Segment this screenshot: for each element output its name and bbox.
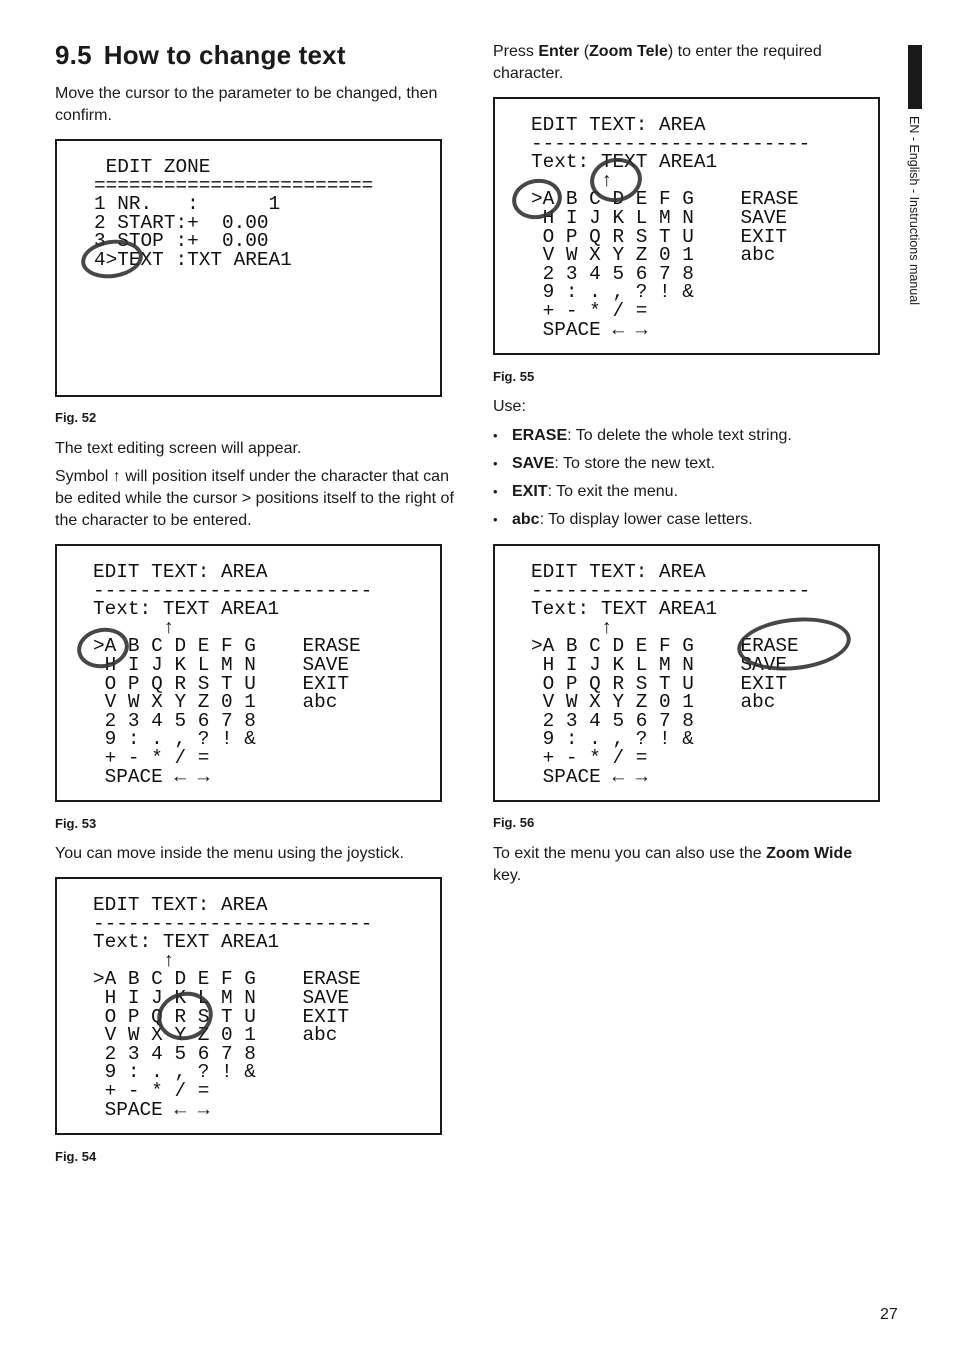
option-description: : To exit the menu. xyxy=(547,483,679,500)
page-number: 27 xyxy=(880,1306,898,1323)
list-item xyxy=(493,506,873,534)
key-zoom-tele: Zoom Tele xyxy=(589,43,668,60)
figure-56-caption: Fig. 56 xyxy=(493,815,535,830)
figure-55-screen xyxy=(493,97,880,355)
figure-53-caption: Fig. 53 xyxy=(55,816,97,831)
text-run: Press xyxy=(493,43,539,60)
intro-paragraph: Move the cursor to the parameter to be changed, then confirm. xyxy=(55,85,438,124)
osd-screen-text: EDIT TEXT: AREA ------------------------ Text: TEXT AREA1 ↑ >A B C D E F G ERASE H I J K L M N SAVE O P Q R S T U EXIT V W X Y Z 0 1 abc 2 3 4 5 6 7 8 9 : . , ? ! & + - * / = SPACE ← → xyxy=(531,561,811,788)
key-enter: Enter xyxy=(538,43,580,60)
option-key: EXIT xyxy=(512,483,548,500)
option-key: ERASE xyxy=(512,427,568,444)
osd-screen-text: EDIT TEXT: AREA ------------------------ Text: TEXT AREA1 ↑ >A B C D E F G ERASE H I J K L M N SAVE O P Q R S T U EXIT V W X Y Z 0 1 abc 2 3 4 5 6 7 8 9 : . , ? ! & + - * / = SPACE ← → xyxy=(93,894,373,1121)
key-zoom-wide: Zoom Wide xyxy=(766,845,853,862)
paragraph-screen-appears: The text editing screen will appear. xyxy=(55,440,302,457)
option-key: abc xyxy=(512,511,540,528)
sidebar-tab-marker xyxy=(908,45,922,109)
text-run: key. xyxy=(493,867,522,884)
text-run: To exit the menu you can also use the xyxy=(493,845,767,862)
list-item xyxy=(493,450,873,478)
paragraph-symbol-explanation: Symbol ↑ will position itself under the character that can be edited while the cursor > positions itself to the right of the character to be entered. xyxy=(55,468,454,529)
section-title: How to change text xyxy=(103,40,346,70)
list-item xyxy=(493,478,873,506)
option-key: SAVE xyxy=(512,455,555,472)
paragraph-enter-key xyxy=(493,41,873,85)
sidebar-language-label: EN - English - Instructions manual xyxy=(907,116,921,305)
osd-screen-text: EDIT ZONE ======================== 1 NR. : 1 2 START:+ 0.00 3 STOP :+ 0.00 4>TEXT :TXT AREA1 xyxy=(94,156,374,271)
figure-53-screen xyxy=(55,544,442,802)
text-run: ( xyxy=(579,43,590,60)
figure-54-caption: Fig. 54 xyxy=(55,1149,97,1164)
list-item xyxy=(493,422,873,450)
option-description: : To display lower case letters. xyxy=(539,511,753,528)
osd-screen-text: EDIT TEXT: AREA ------------------------ Text: TEXT AREA1 ↑ >A B C D E F G ERASE H I J K L M N SAVE O P Q R S T U EXIT V W X Y Z 0 1 abc 2 3 4 5 6 7 8 9 : . , ? ! & + - * / = SPACE ← → xyxy=(93,561,373,788)
figure-52-screen xyxy=(55,139,442,397)
section-heading xyxy=(55,40,346,71)
use-label: Use: xyxy=(493,398,526,415)
osd-screen-text: EDIT TEXT: AREA ------------------------ Text: TEXT AREA1 ↑ >A B C D E F G ERASE H I J K L M N SAVE O P Q R S T U EXIT V W X Y Z 0 1 abc 2 3 4 5 6 7 8 9 : . , ? ! & + - * / = SPACE ← → xyxy=(531,114,811,341)
menu-options-list xyxy=(493,422,873,534)
figure-54-screen xyxy=(55,877,442,1135)
option-description: : To store the new text. xyxy=(554,455,716,472)
option-description: : To delete the whole text string. xyxy=(567,427,792,444)
figure-52-caption: Fig. 52 xyxy=(55,410,97,425)
figure-55-caption: Fig. 55 xyxy=(493,369,535,384)
paragraph-joystick: You can move inside the menu using the joystick. xyxy=(55,845,404,862)
text-run: ) to enter the required character. xyxy=(493,43,822,82)
paragraph-zoom-wide xyxy=(493,843,878,887)
figure-56-screen xyxy=(493,544,880,802)
section-number: 9.5 xyxy=(55,40,92,70)
